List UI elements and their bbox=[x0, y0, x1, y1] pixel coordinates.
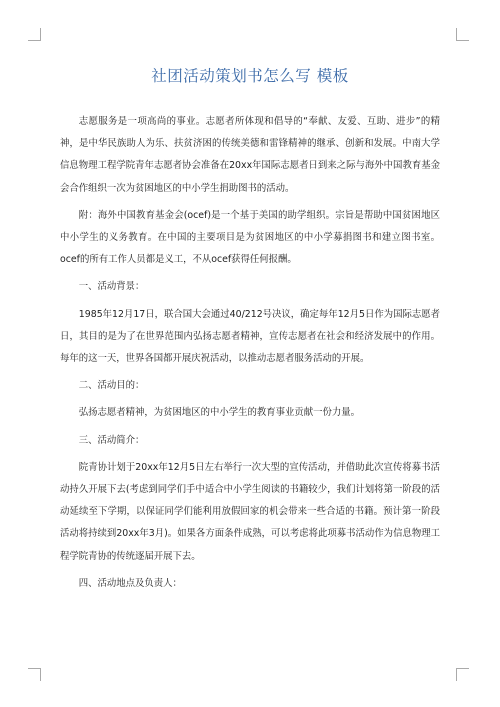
page-corner-mark-bottom-right bbox=[456, 668, 469, 681]
section-heading-background: 一、活动背景： bbox=[78, 281, 145, 293]
document-body bbox=[60, 111, 440, 595]
intro-paragraph: 志愿服务是一项高尚的事业。志愿者所体现和倡导的“奉献、友爱、互助、进步”的精神，是中华民族助人为乐、扶贫济困的传统美德和雷锋精神的继承、创新和发展。中南大学信息物理工程学院青年志愿者协会准备在20xx年国际志愿者日到来之际与海外中国教育基金会合作组织一次为贫困地区的中小学生捐助图书的活动。 bbox=[60, 116, 440, 194]
section-heading-introduction: 三、活动简介： bbox=[78, 434, 145, 446]
section-heading-purpose: 二、活动目的： bbox=[78, 380, 145, 392]
page-corner-mark-top-right bbox=[456, 28, 469, 41]
page-corner-mark-top-left bbox=[28, 28, 41, 41]
section-heading-location: 四、活动地点及负责人： bbox=[78, 577, 182, 589]
purpose-paragraph: 弘扬志愿者精神，为贫困地区的中小学生的教育事业贡献一份力量。 bbox=[78, 407, 361, 419]
page-corner-mark-bottom-left bbox=[28, 668, 41, 681]
ocef-note-paragraph: 附：海外中国教育基金会(ocef)是一个基于美国的助学组织。宗旨是帮助中国贫困地区中小学生的义务教育。在中国的主要项目是为贫困地区的中小学募捐图书和建立图书室。ocef的所有工作人员都是义工，不从ocef获得任何报酬。 bbox=[60, 209, 440, 266]
document-title: 社团活动策划书怎么写 模板 bbox=[151, 67, 349, 85]
introduction-paragraph: 院青协计划于20xx年12月5日左右举行一次大型的宣传活动，并借助此次宣传将募书活动持久开展下去(考虑到同学们手中适合中小学生阅读的书籍较少，我们计划将第一阶段的活动延续至下学期，以保证同学们能利用放假回家的机会带来一些合适的书籍。预计第一阶段活动将持续到20xx年3月)。如果各方面条件成熟，可以考虑将此项募书活动作为信息物理工程学院青协的传统逐届开展下去。 bbox=[60, 461, 440, 562]
background-paragraph: 1985年12月17日，联合国大会通过40/212号决议，确定每年12月5日作为国际志愿者日，其目的是为了在世界范围内弘扬志愿者精神，宣传志愿者在社会和经济发展中的作用。每年的这一天，世界各国都开展庆祝活动，以推动志愿者服务活动的开展。 bbox=[60, 308, 440, 365]
